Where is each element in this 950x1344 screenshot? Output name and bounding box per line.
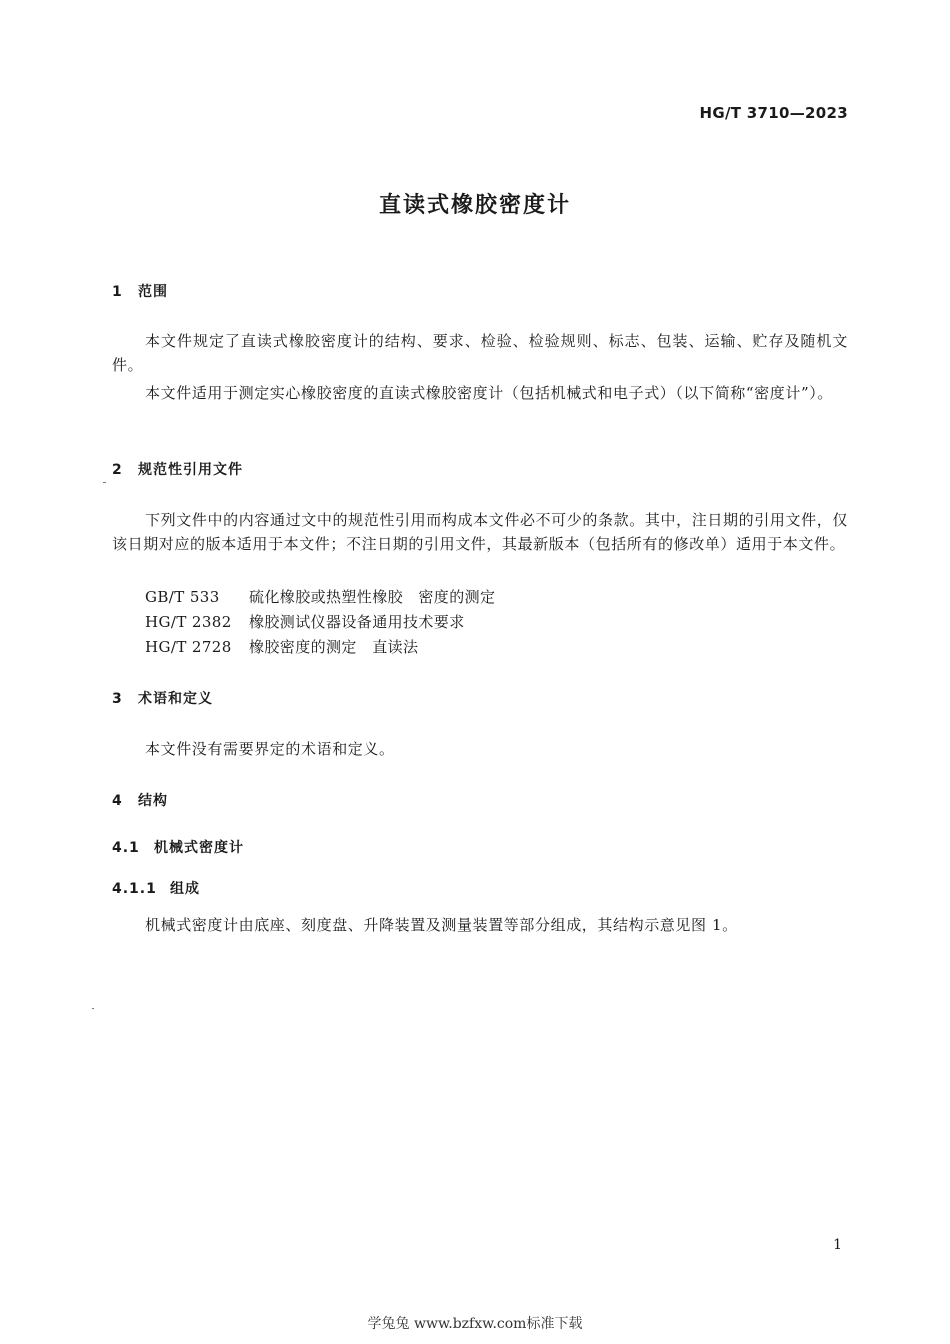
reference-code: HG/T 2382: [145, 613, 232, 631]
standard-number: HG/T 3710—2023: [699, 104, 848, 122]
watermark-text: 学兔兔 www.bzfxw.com标准下载: [367, 1316, 583, 1332]
section-4-1-title: 机械式密度计: [154, 840, 244, 856]
section-3-heading: [112, 688, 213, 708]
section-4-1-1-heading: [112, 878, 200, 898]
section-1-title: 范围: [138, 284, 168, 300]
section-1-heading: [112, 281, 168, 301]
scan-mark: [103, 482, 106, 483]
section-4-1-1-paragraph: 机械式密度计由底座、刻度盘、升降装置及测量装置等部分组成，其结构示意见图 1。: [145, 916, 738, 934]
reference-code: HG/T 2728: [145, 638, 232, 656]
section-3-number: 3: [112, 691, 123, 707]
reference-item: [145, 586, 495, 607]
section-3-paragraph: 本文件没有需要界定的术语和定义。: [145, 740, 395, 758]
section-2-number: 2: [112, 462, 123, 478]
section-3-title: 术语和定义: [138, 691, 213, 707]
section-4-1-number: 4.1: [112, 840, 140, 856]
reference-item: [145, 636, 418, 657]
reference-title: 橡胶密度的测定 直读法: [249, 638, 419, 656]
section-1-paragraph-2: 本文件适用于测定实心橡胶密度的直读式橡胶密度计（包括机械式和电子式）（以下简称“密度计”）。: [145, 384, 833, 402]
page-number: 1: [833, 1237, 842, 1253]
reference-title: 橡胶测试仪器设备通用技术要求: [249, 613, 465, 631]
section-1-paragraph-1: 本文件规定了直读式橡胶密度计的结构、要求、检验、检验规则、标志、包装、运输、贮存及随机文件。: [112, 332, 848, 374]
section-4-title: 结构: [138, 793, 168, 809]
section-4-1-1-number: 4.1.1: [112, 881, 157, 897]
reference-title: 硫化橡胶或热塑性橡胶 密度的测定: [249, 588, 496, 606]
section-4-1-1-title: 组成: [170, 881, 200, 897]
document-title: 直读式橡胶密度计: [378, 193, 571, 218]
section-4-number: 4: [112, 793, 123, 809]
scan-mark: [92, 1008, 94, 1009]
reference-code: GB/T 533: [145, 588, 220, 606]
section-4-1-heading: [112, 837, 244, 857]
reference-item: [145, 611, 465, 632]
section-4-heading: [112, 790, 168, 810]
section-1-number: 1: [112, 284, 123, 300]
section-2-title: 规范性引用文件: [138, 462, 243, 478]
section-2-heading: [112, 459, 243, 479]
section-2-paragraph: 下列文件中的内容通过文中的规范性引用而构成本文件必不可少的条款。其中，注日期的引用文件，仅该日期对应的版本适用于本文件；不注日期的引用文件，其最新版本（包括所有的修改单）适用于本文件。: [112, 511, 848, 553]
